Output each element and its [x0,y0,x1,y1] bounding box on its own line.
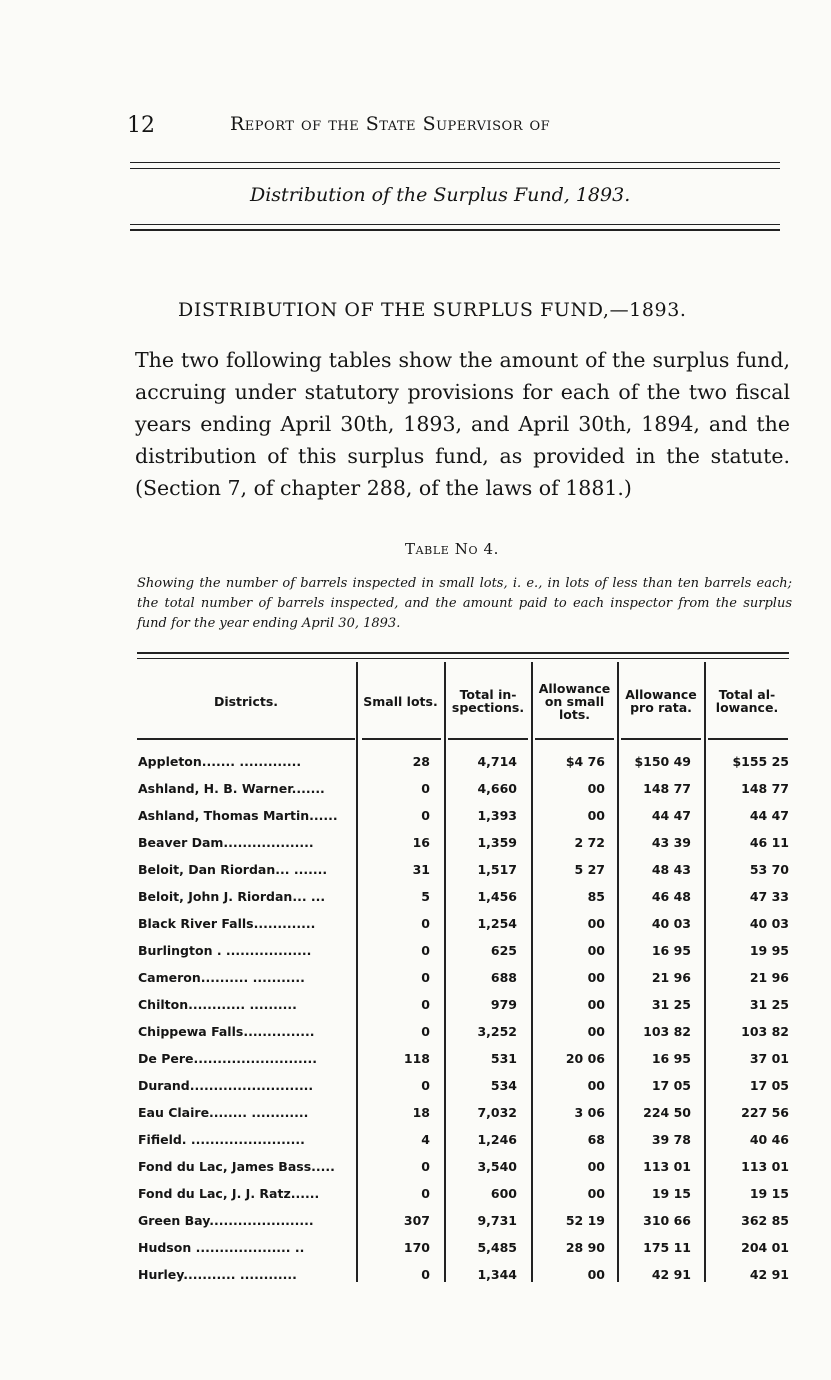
allowance-small-cell: 00 [587,970,605,985]
total-inspections-cell: 3,252 [477,1024,517,1039]
allowance-pro-rata-cell: 113 01 [643,1159,691,1174]
allowance-pro-rata-cell: 43 39 [651,835,691,850]
table-row [0,1240,831,1267]
allowance-small-cell: 28 90 [565,1240,605,1255]
table-row [0,997,831,1024]
total-inspections-cell: 4,714 [477,754,517,769]
allowance-small-cell: 20 06 [565,1051,605,1066]
total-allowance-cell: 19 95 [749,943,789,958]
allowance-pro-rata-cell: 31 25 [651,997,691,1012]
column-header-total-inspections: Total in-spections. [451,687,525,715]
subheading-rule [130,229,780,231]
allowance-pro-rata-cell: 44 47 [651,808,691,823]
table-row [0,1213,831,1240]
small-lots-cell: 0 [421,1186,430,1201]
allowance-pro-rata-cell: $150 49 [634,754,691,769]
district-cell: Beloit, Dan Riordan... ....... [138,862,328,877]
table-row [0,1105,831,1132]
total-inspections-cell: 7,032 [477,1105,517,1120]
small-lots-cell: 5 [421,889,430,904]
small-lots-cell: 0 [421,1078,430,1093]
district-cell: Beaver Dam................... [138,835,314,850]
table-row [0,889,831,916]
allowance-pro-rata-cell: 48 43 [651,862,691,877]
allowance-small-cell: 00 [587,1186,605,1201]
small-lots-cell: 0 [421,1024,430,1039]
allowance-pro-rata-cell: 148 77 [643,781,691,796]
total-inspections-cell: 1,344 [477,1267,517,1282]
allowance-small-cell: 00 [587,808,605,823]
table-row [0,862,831,889]
allowance-small-cell: $4 76 [565,754,605,769]
total-inspections-cell: 9,731 [477,1213,517,1228]
total-allowance-cell: 113 01 [741,1159,789,1174]
table-row [0,1186,831,1213]
column-header-small-lots: Small lots. [363,693,438,709]
total-allowance-cell: 17 05 [749,1078,789,1093]
small-lots-cell: 0 [421,808,430,823]
subheading-rule [130,224,780,225]
header-underline [448,738,528,740]
total-allowance-cell: 44 47 [749,808,789,823]
header-underline [137,738,355,740]
page-number: 12 [127,113,155,138]
total-allowance-cell: $155 25 [732,754,789,769]
total-inspections-cell: 979 [490,997,517,1012]
table-row [0,781,831,808]
allowance-small-cell: 85 [587,889,605,904]
allowance-pro-rata-cell: 17 05 [651,1078,691,1093]
allowance-pro-rata-cell: 42 91 [651,1267,691,1282]
total-allowance-cell: 21 96 [749,970,789,985]
total-allowance-cell: 37 01 [749,1051,789,1066]
allowance-small-cell: 2 72 [574,835,605,850]
total-allowance-cell: 42 91 [749,1267,789,1282]
allowance-small-cell: 52 19 [565,1213,605,1228]
small-lots-cell: 0 [421,781,430,796]
total-inspections-cell: 534 [490,1078,517,1093]
allowance-small-cell: 00 [587,1024,605,1039]
total-allowance-cell: 46 11 [749,835,789,850]
district-cell: Appleton....... ............. [138,754,302,769]
table-body [0,754,831,1294]
table-caption: Showing the number of barrels inspected in small lots, i. e., in lots of less than ten barrels each; the total number of barrels inspected, and the amount paid to each inspector from the surplus fund for the year ending April 30, 1893. [137,576,792,631]
total-allowance-cell: 227 56 [741,1105,789,1120]
total-inspections-cell: 600 [490,1186,517,1201]
table-top-rule [137,658,789,659]
small-lots-cell: 0 [421,916,430,931]
section-title: DISTRIBUTION OF THE SURPLUS FUND,—1893. [178,299,687,321]
total-inspections-cell: 3,540 [477,1159,517,1174]
district-cell: Chilton............ .......... [138,997,297,1012]
allowance-small-cell: 00 [587,916,605,931]
table-row [0,1132,831,1159]
total-allowance-cell: 40 46 [749,1132,789,1147]
small-lots-cell: 0 [421,997,430,1012]
allowance-pro-rata-cell: 175 11 [643,1240,691,1255]
allowance-small-cell: 00 [587,997,605,1012]
total-allowance-cell: 204 01 [741,1240,789,1255]
small-lots-cell: 118 [403,1051,430,1066]
allowance-pro-rata-cell: 39 78 [651,1132,691,1147]
total-inspections-cell: 531 [490,1051,517,1066]
table-top-rule [137,652,789,654]
small-lots-cell: 28 [412,754,430,769]
header-underline [708,738,788,740]
district-cell: Black River Falls............. [138,916,316,931]
total-inspections-cell: 1,393 [477,808,517,823]
allowance-pro-rata-cell: 224 50 [643,1105,691,1120]
column-header-allowance-small-lots: Allowance on small lots. [538,680,611,722]
district-cell: Burlington . .................. [138,943,312,958]
district-cell: Fifield. ........................ [138,1132,305,1147]
district-cell: Fond du Lac, James Bass..... [138,1159,335,1174]
allowance-small-cell: 3 06 [574,1105,605,1120]
district-cell: Ashland, H. B. Warner....... [138,781,325,796]
total-allowance-cell: 103 82 [741,1024,789,1039]
district-cell: Cameron.......... ........... [138,970,305,985]
district-cell: Fond du Lac, J. J. Ratz...... [138,1186,320,1201]
district-cell: Durand.......................... [138,1078,314,1093]
subheading: Distribution of the Surplus Fund, 1893. [250,184,631,206]
small-lots-cell: 16 [412,835,430,850]
total-inspections-cell: 1,246 [477,1132,517,1147]
total-inspections-cell: 1,517 [477,862,517,877]
header-underline [362,738,441,740]
header-rule [130,168,780,169]
allowance-small-cell: 68 [587,1132,605,1147]
running-title: Report of the State Supervisor of [230,113,551,135]
small-lots-cell: 307 [403,1213,430,1228]
total-allowance-cell: 31 25 [749,997,789,1012]
small-lots-cell: 0 [421,943,430,958]
district-cell: De Pere.......................... [138,1051,317,1066]
allowance-small-cell: 00 [587,943,605,958]
allowance-pro-rata-cell: 16 95 [651,1051,691,1066]
total-inspections-cell: 625 [490,943,517,958]
total-allowance-cell: 362 85 [741,1213,789,1228]
total-inspections-cell: 5,485 [477,1240,517,1255]
total-inspections-cell: 1,254 [477,916,517,931]
district-cell: Green Bay...................... [138,1213,314,1228]
district-cell: Eau Claire........ ............ [138,1105,309,1120]
allowance-pro-rata-cell: 16 95 [651,943,691,958]
total-inspections-cell: 1,359 [477,835,517,850]
table-row [0,1159,831,1186]
header-rule [130,162,780,163]
total-allowance-cell: 47 33 [749,889,789,904]
allowance-small-cell: 5 27 [574,862,605,877]
small-lots-cell: 0 [421,1159,430,1174]
district-cell: Ashland, Thomas Martin...... [138,808,338,823]
small-lots-cell: 31 [412,862,430,877]
table-row [0,808,831,835]
table-row [0,1051,831,1078]
total-inspections-cell: 688 [490,970,517,985]
allowance-pro-rata-cell: 19 15 [651,1186,691,1201]
allowance-small-cell: 00 [587,1267,605,1282]
district-cell: Hudson .................... .. [138,1240,305,1255]
total-allowance-cell: 19 15 [749,1186,789,1201]
allowance-pro-rata-cell: 40 03 [651,916,691,931]
table-title: Table No 4. [405,540,499,558]
table-row [0,943,831,970]
small-lots-cell: 0 [421,1267,430,1282]
district-cell: Beloit, John J. Riordan... ... [138,889,326,904]
table-row [0,1267,831,1294]
allowance-pro-rata-cell: 103 82 [643,1024,691,1039]
total-inspections-cell: 1,456 [477,889,517,904]
intro-paragraph: The two following tables show the amount of the surplus fund, accruing under statutory provisions for each of the two fiscal years ending April 30th, 1893, and April 30th, 1894, and the distribution of this surplus fund, as provided in the statute. (Section 7, of chapter 288, of the laws of 1881.) [135,348,790,500]
small-lots-cell: 170 [403,1240,430,1255]
total-allowance-cell: 40 03 [749,916,789,931]
allowance-pro-rata-cell: 310 66 [643,1213,691,1228]
column-header-districts: Districts. [213,693,279,709]
district-cell: Chippewa Falls............... [138,1024,315,1039]
small-lots-cell: 0 [421,970,430,985]
allowance-small-cell: 00 [587,1159,605,1174]
header-underline [535,738,614,740]
total-allowance-cell: 148 77 [741,781,789,796]
allowance-small-cell: 00 [587,781,605,796]
table-row [0,1078,831,1105]
small-lots-cell: 18 [412,1105,430,1120]
table-row [0,835,831,862]
table-row [0,916,831,943]
column-header-allowance-pro-rata: Allowance pro rata. [625,687,697,715]
small-lots-cell: 4 [421,1132,430,1147]
total-allowance-cell: 53 70 [749,862,789,877]
table-row [0,970,831,997]
total-inspections-cell: 4,660 [477,781,517,796]
district-cell: Hurley........... ............ [138,1267,297,1282]
allowance-pro-rata-cell: 21 96 [651,970,691,985]
allowance-pro-rata-cell: 46 48 [651,889,691,904]
table-row [0,754,831,781]
allowance-small-cell: 00 [587,1078,605,1093]
column-header-total-allowance: Total al-lowance. [715,687,779,715]
header-underline [621,738,701,740]
table-row [0,1024,831,1051]
